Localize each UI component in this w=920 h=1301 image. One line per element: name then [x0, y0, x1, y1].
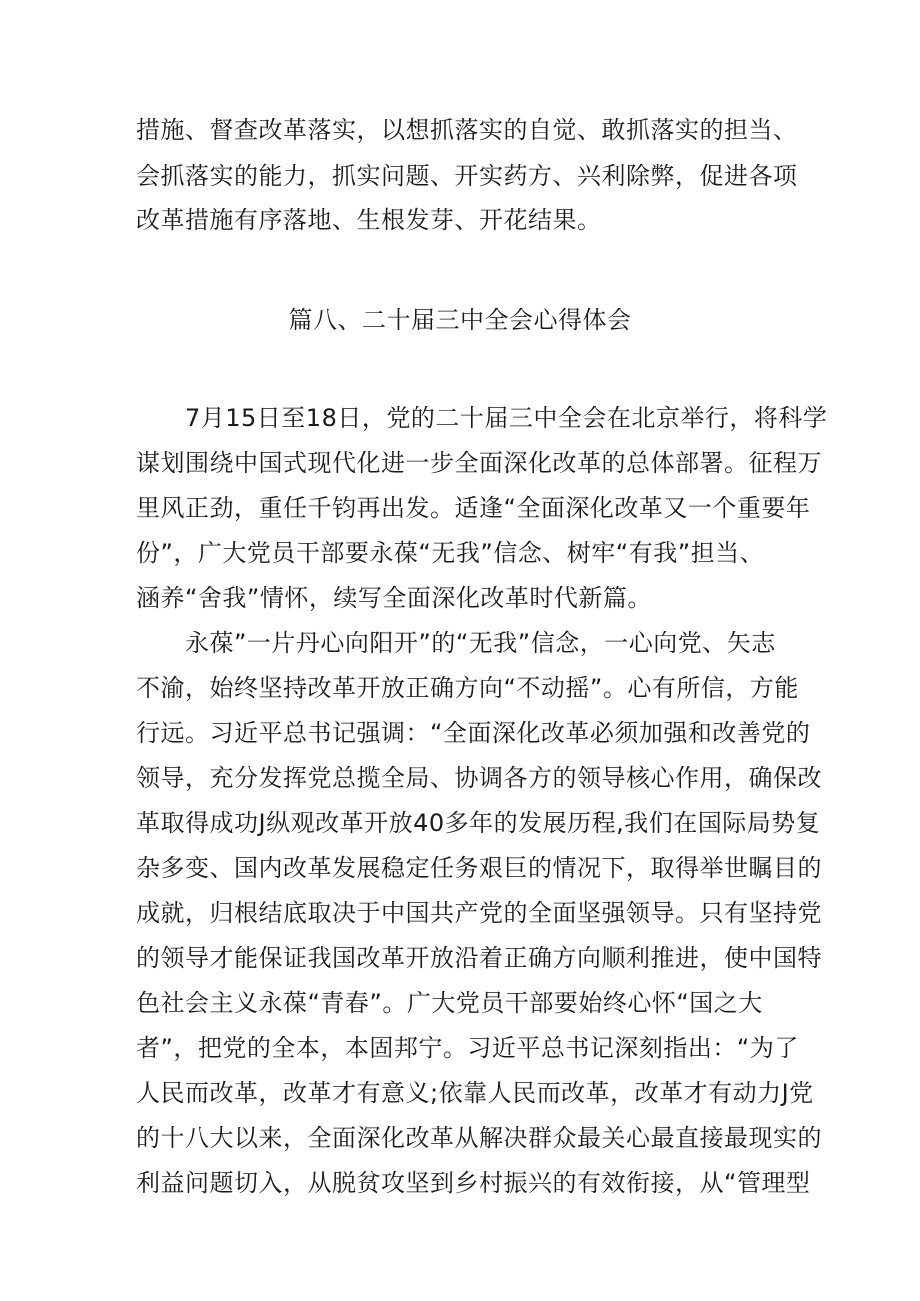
section-title: 篇八、二十届三中全会心得体会: [288, 306, 632, 334]
text-line: 杂多变、国内改革发展稳定任务艰巨的情况下，取得举世瞩目的: [136, 854, 822, 882]
text-line: 色社会主义永葆“青春”。广大党员干部要始终心怀“国之大: [136, 989, 763, 1017]
text-line: 会抓落实的能力，抓实问题、开实药方、兴利除弊，促进各项: [136, 162, 798, 190]
text-line: 领导，充分发挥党总揽全局、协调各方的领导核心作用，确保改: [136, 764, 822, 792]
text-line: 涵养“舍我”情怀，续写全面深化改革时代新篇。: [136, 584, 652, 612]
text-line: 7月15日至18日，党的二十届三中全会在北京举行，将科学: [185, 404, 828, 432]
text-line: 人民而改革，改革才有意义;依靠人民而改革，改革才有动力J党: [136, 1079, 814, 1107]
text-line: 改革措施有序落地、生根发芽、开花结果。: [136, 206, 602, 234]
text-line: 不渝，始终坚持改革开放正确方向“不动摇”。心有所信，方能: [136, 674, 799, 702]
text-line: 措施、督查改革落实，以想抓落实的自觉、敢抓落实的担当、: [136, 116, 798, 144]
text-line: 行远。习近平总书记强调：“全面深化改革必须加强和改善党的: [136, 719, 811, 747]
text-line: 者”，把党的全本，本固邦宁。习近平总书记深刻指出：“为了: [136, 1034, 799, 1062]
text-line: 的十八大以来，全面深化改革从解决群众最关心最直接最现实的: [136, 1124, 822, 1152]
text-line: 里风正劲，重任千钧再出发。适逢“全面深化改革又一个重要年: [136, 494, 811, 522]
text-line: 谋划围绕中国式现代化进一步全面深化改革的总体部署。征程万: [136, 449, 822, 477]
text-line: 的领导才能保证我国改革开放沿着正确方向顺利推进，使中国特: [136, 944, 822, 972]
text-line: 利益问题切入，从脱贫攻坚到乡村振兴的有效衔接，从“管理型: [136, 1169, 811, 1197]
text-line: 份”，广大党员干部要永葆“无我”信念、树牢“有我”担当、: [136, 539, 765, 567]
text-line: 永葆”一片丹心向阳开”的“无我”信念，一心向党、矢志: [185, 629, 776, 657]
text-line: 革取得成功J纵观改革开放40多年的发展历程,我们在国际局势复: [136, 809, 821, 837]
text-line: 成就，归根结底取决于中国共产党的全面坚强领导。只有坚持党: [136, 899, 822, 927]
